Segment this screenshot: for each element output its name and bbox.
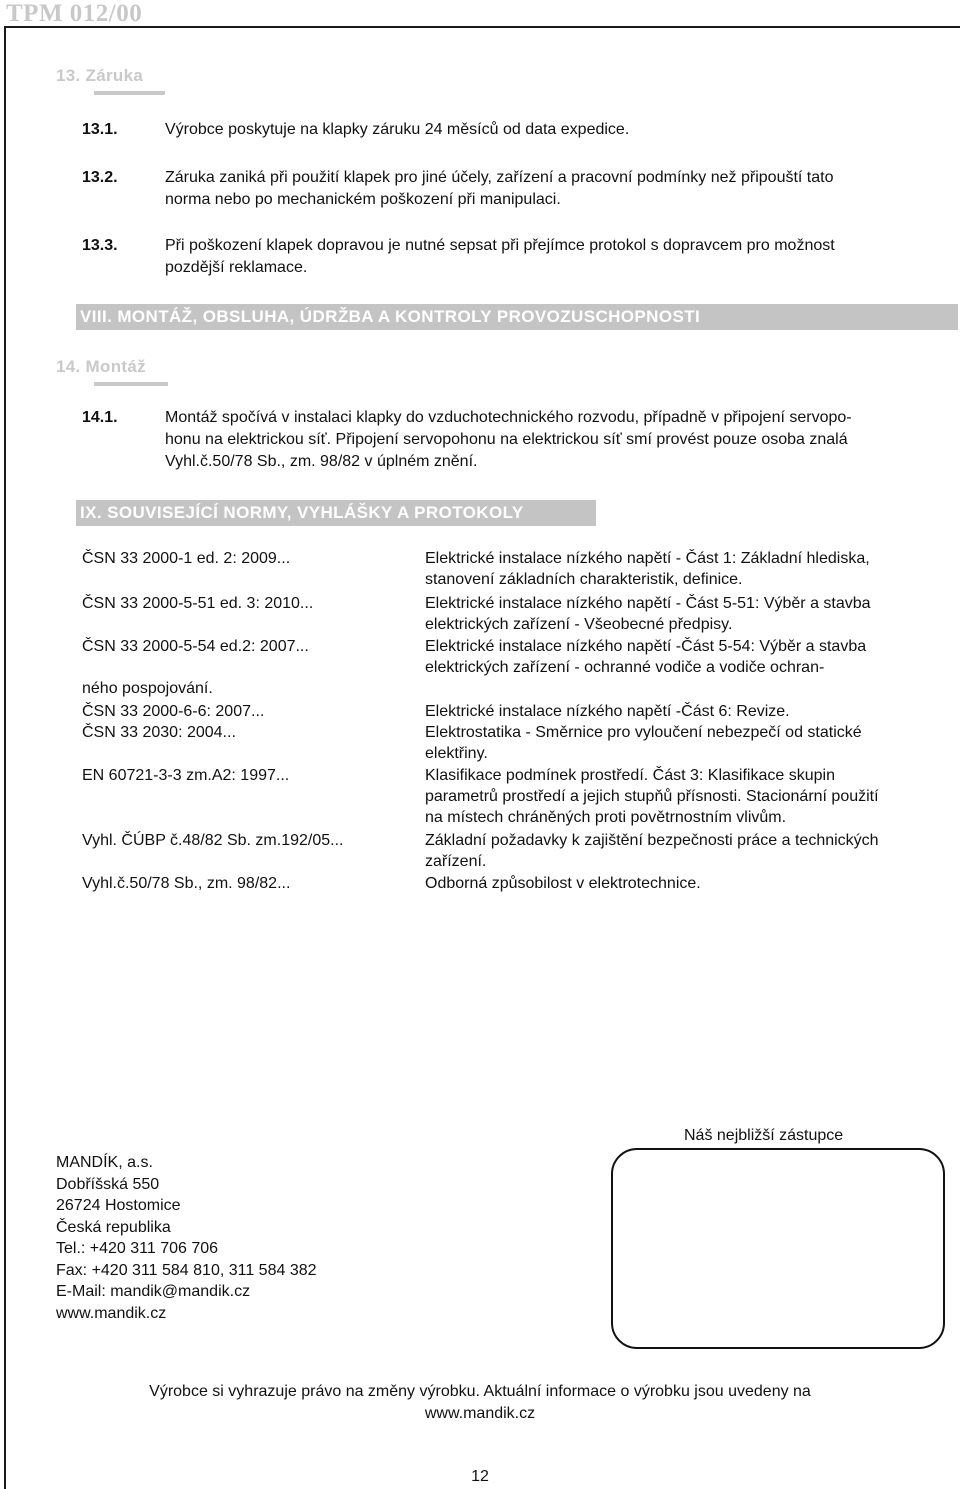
norm-desc-line: elektrických zařízení - Všeobecné předpisy. xyxy=(425,616,733,633)
norm-desc-line: elektrických zařízení - ochranné vodiče a vodiče ochran- xyxy=(425,659,825,676)
chapter-banner-ix: IX. SOUVISEJÍCÍ NORMY, VYHLÁŠKY A PROTOKOLY xyxy=(76,500,596,526)
company-city: 26724 Hostomice xyxy=(56,1197,181,1214)
clause-text-line: Vyhl.č.50/78 Sb., zm. 98/82 v úplném znění. xyxy=(165,453,478,470)
clause-number: 14.1. xyxy=(82,409,118,426)
chapter-banner-viii: VIII. MONTÁŽ, OBSLUHA, ÚDRŽBA A KONTROLY PROVOZUSCHOPNOSTI xyxy=(76,304,958,330)
document-code: TPM 012/00 xyxy=(6,0,143,27)
norm-desc-line: Elektrické instalace nízkého napětí - Část 5-51: Výběr a stavba xyxy=(425,595,871,612)
norm-desc-line: Elektrostatika - Směrnice pro vyloučení nebezpečí od statické xyxy=(425,724,862,741)
company-country: Česká republika xyxy=(56,1218,171,1236)
norm-desc-line: Klasifikace podmínek prostředí. Část 3: Klasifikace skupin xyxy=(425,767,835,784)
representative-label: Náš nejbližší zástupce xyxy=(684,1127,844,1144)
frame-top-line xyxy=(4,26,960,28)
section-heading-warranty xyxy=(56,66,143,86)
norm-desc-line: Elektrické instalace nízkého napětí -Část 6: Revize. xyxy=(425,703,790,720)
page-number: 12 xyxy=(471,1468,489,1485)
clause-number: 13.3. xyxy=(82,237,118,254)
clause-text-line: norma nebo po mechanickém poškození při manipulaci. xyxy=(165,191,561,208)
norm-desc-line: zařízení. xyxy=(425,853,487,870)
section-heading-assembly-text: 14. Montáž xyxy=(56,357,146,376)
clause-text-line: Záruka zaniká při použití klapek pro jiné účely, zařízení a pracovní podmínky než připouští tato xyxy=(165,169,834,186)
representative-stamp-box xyxy=(611,1148,945,1349)
company-fax: Fax: +420 311 584 810, 311 584 382 xyxy=(56,1261,317,1279)
company-street: Dobříšská 550 xyxy=(56,1175,160,1193)
clause-number: 13.1. xyxy=(82,121,118,138)
company-name: MANDÍK, a.s. xyxy=(56,1154,153,1171)
norm-desc-line: Elektrické instalace nízkého napětí -Část 5-54: Výběr a stavba xyxy=(425,638,867,655)
norm-desc-line: Základní požadavky k zajištění bezpečnosti práce a technických xyxy=(425,832,879,849)
norm-desc-line: Elektrické instalace nízkého napětí - Část 1: Základní hlediska, xyxy=(425,550,870,567)
norm-desc-line: parametrů prostředí a jejich stupňů přísnosti. Stacionární použití xyxy=(425,788,879,805)
norm-code: EN 60721-3-3 zm.A2: 1997... xyxy=(82,767,290,784)
clause-text-line: pozdější reklamace. xyxy=(165,259,308,276)
frame-left-line xyxy=(4,26,6,1489)
footer-website: www.mandik.cz xyxy=(424,1405,536,1422)
norm-desc-line: ného pospojování. xyxy=(82,680,213,697)
company-address xyxy=(56,1152,317,1324)
clause-number: 13.2. xyxy=(82,169,118,186)
clause-text: Výrobce poskytuje na klapky záruku 24 měsíců od data expedice. xyxy=(165,121,630,138)
heading-underline xyxy=(94,382,168,386)
company-phone: Tel.: +420 311 706 706 xyxy=(56,1240,219,1257)
norm-code: Vyhl. ČÚBP č.48/82 Sb. zm.192/05... xyxy=(82,832,344,849)
norm-desc-line: elektřiny. xyxy=(425,745,488,762)
clause-text-line: Při poškození klapek dopravou je nutné sepsat při přejímce protokol s dopravcem pro možnost xyxy=(165,237,835,254)
section-heading-warranty-text: 13. Záruka xyxy=(56,66,144,85)
clause-text-line: Montáž spočívá v instalaci klapky do vzduchotechnického rozvodu, případně v připojení servopo- xyxy=(165,409,852,426)
heading-underline xyxy=(94,91,165,95)
norm-code: ČSN 33 2000-1 ed. 2: 2009... xyxy=(82,550,291,567)
norm-desc-line: stanovení základních charakteristik, definice. xyxy=(425,571,743,588)
norm-desc-line: na místech chráněných proti povětrnostním vlivům. xyxy=(425,809,787,826)
norm-code: ČSN 33 2030: 2004... xyxy=(82,724,236,741)
norm-code: ČSN 33 2000-5-51 ed. 3: 2010... xyxy=(82,595,314,612)
section-heading-assembly xyxy=(56,357,146,377)
norm-code: ČSN 33 2000-6-6: 2007... xyxy=(82,703,265,720)
company-email: E-Mail: mandik@mandik.cz xyxy=(56,1283,251,1300)
norm-desc-line: Odborná způsobilost v elektrotechnice. xyxy=(425,875,701,892)
company-web: www.mandik.cz xyxy=(56,1304,167,1322)
footer-notice: Výrobce si vyhrazuje právo na změny výrobku. Aktuální informace o výrobku jsou uvedeny na xyxy=(149,1383,811,1400)
clause-text-line: honu na elektrickou síť. Připojení servopohonu na elektrickou síť smí provést pouze osoba znalá xyxy=(165,431,848,448)
norm-code: Vyhl.č.50/78 Sb., zm. 98/82... xyxy=(82,875,291,892)
norm-code: ČSN 33 2000-5-54 ed.2: 2007... xyxy=(82,638,309,655)
